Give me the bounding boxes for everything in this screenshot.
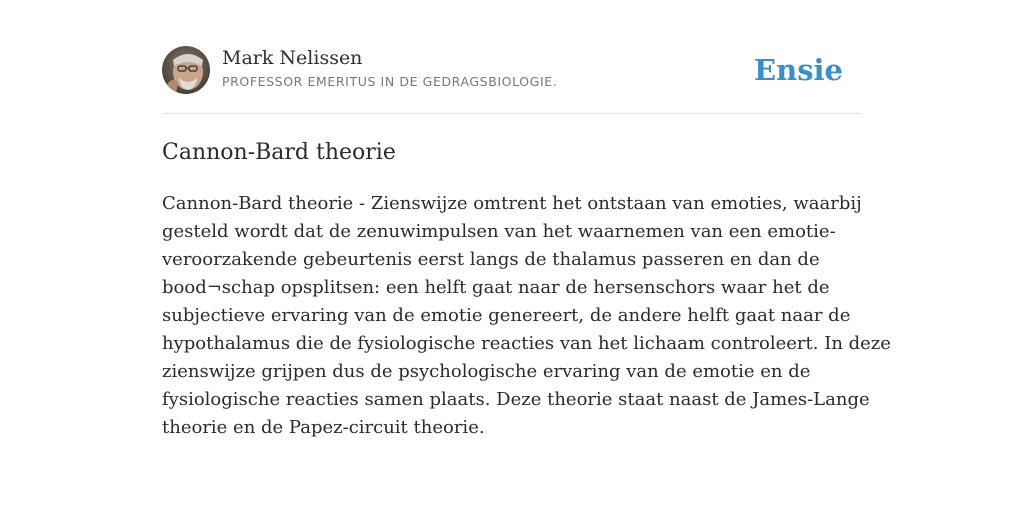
author-header [162, 46, 862, 96]
divider [162, 113, 862, 114]
article-line: hypothalamus die de fysiologische reacties van het lichaam controleert. In deze [162, 333, 891, 354]
avatar-portrait-icon [162, 46, 210, 94]
author-name[interactable]: Mark Nelissen [222, 47, 363, 69]
article-line: theorie en de Papez-circuit theorie. [162, 417, 485, 438]
author-bio: PROFESSOR EMERITUS IN DE GEDRAGSBIOLOGIE. [222, 74, 558, 89]
article-line: subjectieve ervaring van de emotie genereert, de andere helft gaat naar de [162, 305, 851, 326]
article-line: bood¬schap opsplitsen: een helft gaat naar de hersenschors waar het de [162, 277, 830, 298]
article-line: gesteld wordt dat de zenuwimpulsen van het waarnemen van een emotie- [162, 221, 836, 242]
article-body [162, 190, 891, 442]
article-line: veroorzakende gebeurtenis eerst langs de thalamus passeren en dan de [162, 249, 820, 270]
article-line: Cannon-Bard theorie - Zienswijze omtrent het ontstaan van emoties, waarbij [162, 193, 862, 214]
avatar[interactable] [162, 46, 210, 94]
article-line: fysiologische reacties samen plaats. Deze theorie staat naast de James-Lange [162, 389, 870, 410]
ensie-logo[interactable]: Ensie [754, 53, 843, 87]
article-line: zienswijze grijpen dus de psychologische ervaring van de emotie en de [162, 361, 811, 382]
article-title: Cannon-Bard theorie [162, 140, 396, 165]
